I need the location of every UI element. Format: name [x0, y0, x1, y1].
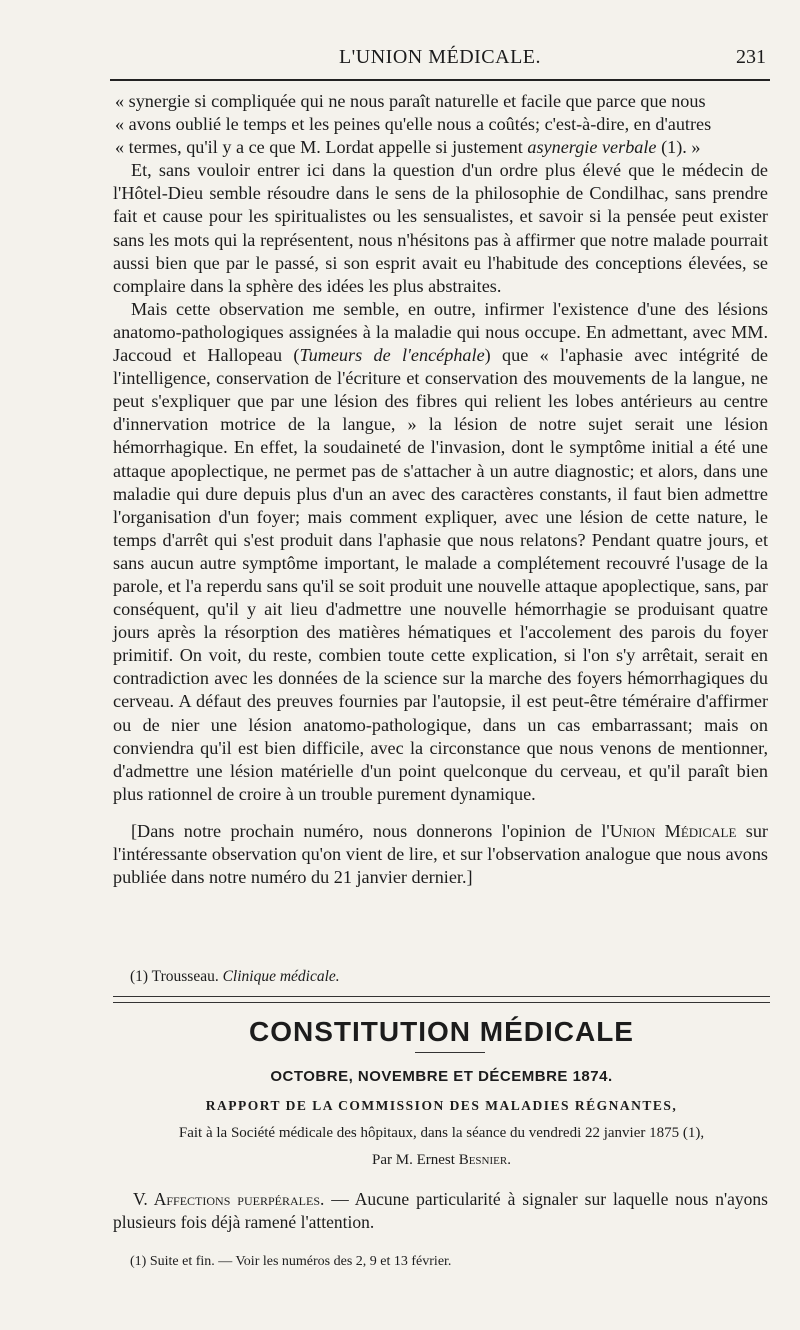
- section-divider: [113, 996, 770, 1003]
- author-suffix: .: [507, 1152, 511, 1168]
- section-heading-inline: V. Affections puerpérales.: [133, 1189, 325, 1209]
- author-prefix: Par M. Ernest: [372, 1152, 459, 1168]
- section-title: CONSTITUTION MÉDICALE: [249, 1016, 634, 1047]
- quote-end: (1). »: [656, 137, 701, 158]
- author-name: Besnier: [458, 1152, 508, 1168]
- editor-note-end: sur l'intéressante observation qu'on vient de lire, et sur l'observation analogue que nous avons publiée dans notre numéro du 21 janvier dernier.]: [113, 820, 768, 888]
- article-footnote: [130, 967, 770, 987]
- footnote-start: (1) Trousseau.: [130, 968, 223, 985]
- section-subtitle: OCTOBRE, NOVEMBRE ET DÉCEMBRE 1874.: [270, 1068, 613, 1085]
- quote-line-2: « avons oublié le temps et les peines qu'elle nous a coûtés; c'est-à-dire, en d'autres: [115, 114, 712, 135]
- paragraph-2-start: Mais cette observation me semble, en outre, infirmer l'existence d'une des lésions anatomo-pathologiques assignées à la maladie qui nous occupe. En admettant, avec MM. Jaccoud et Hallopeau (: [113, 298, 768, 366]
- paragraph-2: [113, 298, 768, 806]
- footnote-italic: Clinique médicale.: [222, 968, 340, 985]
- section-paragraph-text: — Aucune particularité à signaler sur laquelle nous n'ayons plusieurs fois déjà ramené l'attention.: [113, 1189, 768, 1232]
- quote-line-3-text: « termes, qu'il y a ce que M. Lordat appelle si justement: [115, 137, 528, 158]
- quote-line-3: [113, 136, 768, 159]
- quote-italic-term: asynergie verbale: [527, 137, 657, 158]
- section-footnote: (1) Suite et fin. — Voir les numéros des 2, 9 et 13 février.: [130, 1254, 452, 1269]
- running-title: L'UNION MÉDICALE.: [338, 46, 542, 68]
- report-title: RAPPORT DE LA COMMISSION DES MALADIES RÉGNANTES,: [205, 1098, 678, 1113]
- section-paragraph: [113, 1188, 768, 1234]
- report-meta: Fait à la Société médicale des hôpitaux, dans la séance du vendredi 22 janvier 1875 (1),: [178, 1125, 705, 1141]
- quote-line-1: « synergie si compliquée qui ne nous paraît naturelle et facile que parce que nous: [115, 91, 706, 111]
- header-rule: [110, 79, 770, 81]
- cited-work-title: Tumeurs de l'encéphale: [299, 345, 485, 366]
- report-author: [113, 1152, 770, 1169]
- title-underline: [415, 1052, 485, 1053]
- editor-note: [113, 820, 768, 889]
- page-number: 231: [736, 46, 766, 68]
- editor-note-start: [Dans notre prochain numéro, nous donnerons l'opinion de l': [131, 820, 610, 841]
- paragraph-2-end: ) que « l'aphasie avec intégrité de l'intelligence, conservation de l'écriture et conservation des mouvements de la langue, ne peut s'expliquer que par une lésion des fibres qui relient les lobes antérieurs au centre d'innervation motrice de la langue, » la lésion de notre sujet serait une lésion hémorrhagique. En effet, la soudaineté de l'invasion, dont le symptôme initial a été une attaque apoplectique, ne permet pas de s'attacher à un autre diagnostic; et alors, dans une maladie qui dure depuis plus d'un an avec des caractères constants, il faut bien admettre l'organisation d'un foyer; mais comment expliquer, avec une lésion de cette nature, le temps d'arrêt qui s'est produit dans l'aphasie que nous relatons? Pendant quatre jours, et sans aucun autre symptôme important, le malade a complétement recouvré l'usage de la parole, et l'a reperdu sans qu'il se soit produit une nouvelle attaque apoplectique, sans, par conséquent, qu'il y ait lieu d'admettre une nouvelle hémorrhagie se produisant quatre jours après la résorption des matières hématiques et l'accolement des parois du foyer primitif. On voit, du reste, combien toute cette explication, si l'on s'y arrêtait, serait en contradiction avec les données de la science sur la marche des foyers hémorrhagiques du cerveau. A défaut des preuves fournies par l'autopsie, il est peut-être téméraire d'affirmer ou de nier une lésion anatomo-pathologique, dans un cas embarrassant; mais on conviendra qu'il est bien difficile, avec la circonstance que nous venons de mentionner, d'admettre une lésion matérielle d'un point quelconque du cerveau, et qu'il paraît bien plus rationnel de croire à un trouble purement dynamique.: [113, 345, 768, 804]
- journal-name: Union Médicale: [609, 820, 737, 841]
- running-head: [110, 44, 770, 78]
- paragraph-1: Et, sans vouloir entrer ici dans la question d'un ordre plus élevé que le médecin de l'Hôtel-Dieu semble résoudre dans le sens de la philosophie de Condilhac, sans prendre fait et cause pour les spiritualistes ou les sensualistes, et savoir si la pensée peut exister sans les mots qui la représentent, nous n'hésitons pas à affirmer que notre malade pourrait aussi bien que par le passé, si son esprit avait eu l'habitude des conceptions élevées, se complaire dans la sphère des idées les plus abstraites.: [113, 160, 768, 296]
- article-body: [113, 90, 768, 889]
